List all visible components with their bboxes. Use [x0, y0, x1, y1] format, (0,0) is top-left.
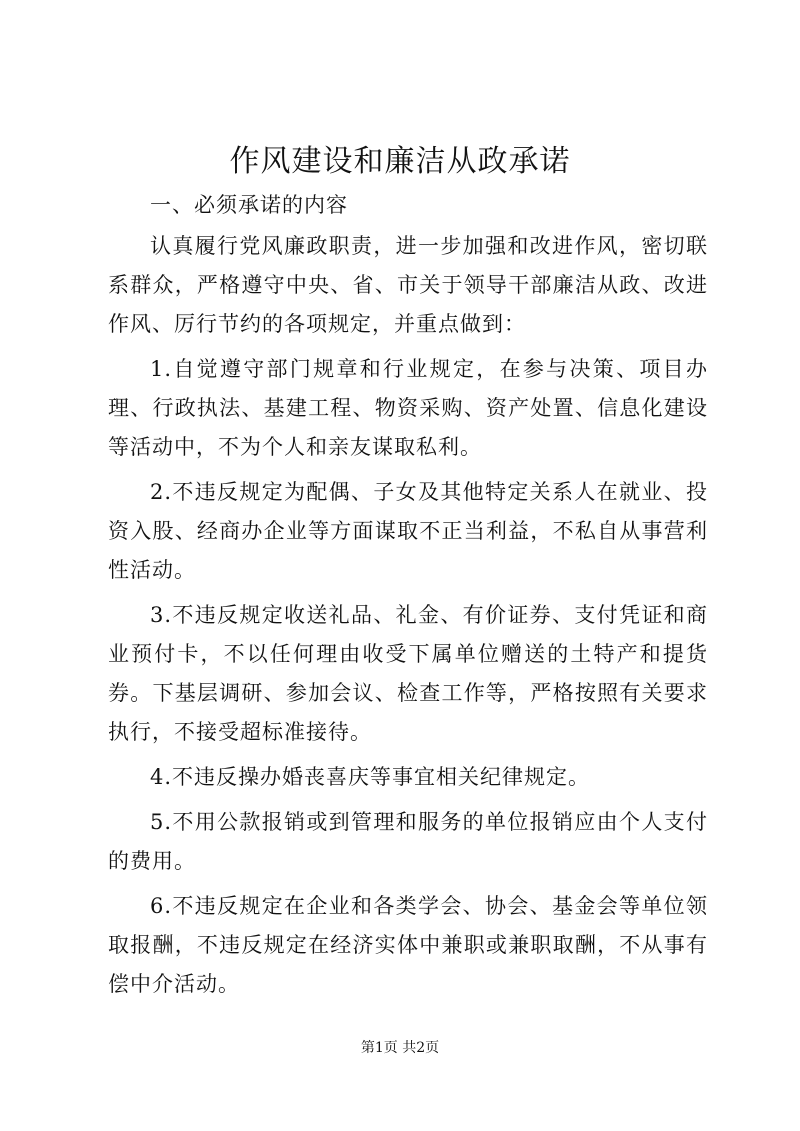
- intro-paragraph: 认真履行党风廉政职责，进一步加强和改进作风，密切联系群众，严格遵守中央、省、市关于领导干部廉洁从政、改进作风、厉行节约的各项规定，并重点做到：: [108, 234, 708, 336]
- commitment-item-3: 3.不违反规定收送礼品、礼金、有价证券、支付凭证和商业预付卡，不以任何理由收受下属单位赠送的土特产和提货券。下基层调研、参加会议、检查工作等，严格按照有关要求执行，不接受超标准接待。: [108, 603, 708, 744]
- document-title: 作风建设和廉洁从政承诺: [229, 144, 571, 179]
- section-heading: 一、必须承诺的内容: [150, 193, 348, 217]
- commitment-item-5: 5.不用公款报销或到管理和服务的单位报销应由个人支付的费用。: [108, 810, 708, 873]
- commitment-item-4: 4.不违反操办婚丧喜庆等事宜相关纪律规定。: [150, 765, 591, 789]
- commitment-item-1: 1.自觉遵守部门规章和行业规定，在参与决策、项目办理、行政执法、基建工程、物资采购、资产处置、信息化建设等活动中，不为个人和亲友谋取私利。: [108, 357, 708, 459]
- commitment-item-2: 2.不违反规定为配偶、子女及其他特定关系人在就业、投资入股、经商办企业等方面谋取不正当利益，不私自从事营利性活动。: [108, 480, 708, 582]
- document-body: [108, 186, 708, 1004]
- commitment-item-6: 6.不违反规定在企业和各类学会、协会、基金会等单位领取报酬，不违反规定在经济实体中兼职或兼职取酬，不从事有偿中介活动。: [108, 894, 708, 996]
- page-footer: 第1页 共2页: [360, 1040, 440, 1056]
